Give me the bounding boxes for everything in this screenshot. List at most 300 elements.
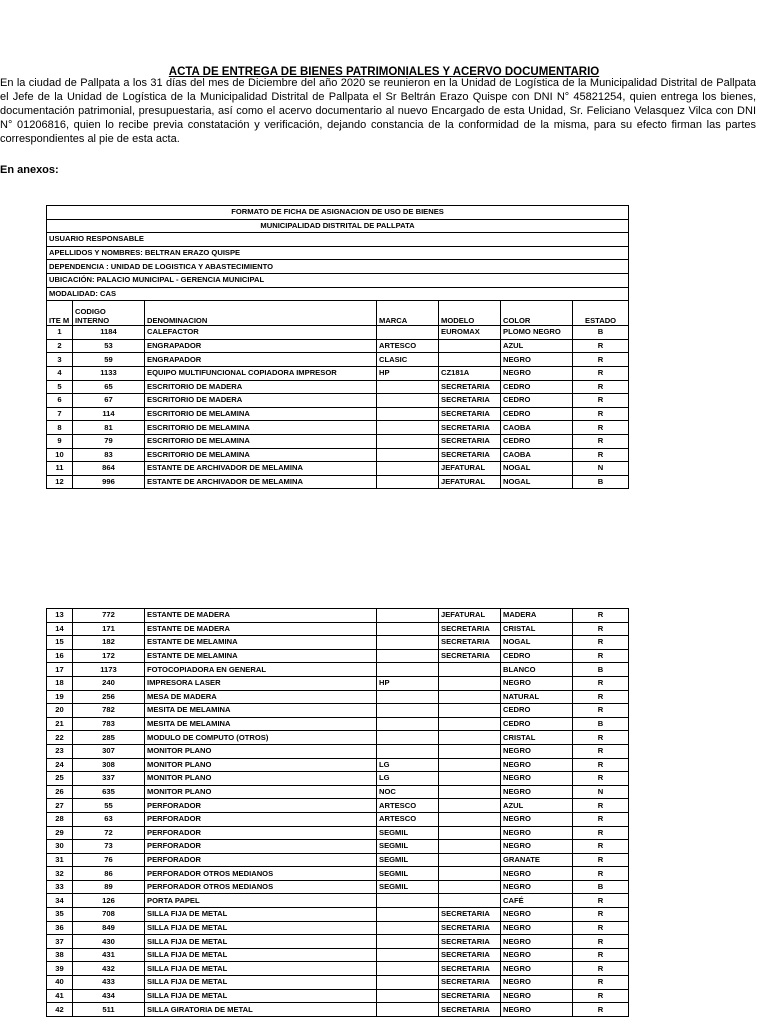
cell-color: NEGRO [501,921,573,935]
cell-code: 772 [73,609,145,623]
cell-code: 53 [73,339,145,353]
cell-code: 59 [73,353,145,367]
cell-color: CRISTAL [501,622,573,636]
cell-color: NEGRO [501,989,573,1003]
cell-item: 8 [47,421,73,435]
cell-name: PERFORADOR [145,826,377,840]
cell-state: R [573,622,629,636]
form-modality: MODALIDAD: CAS [47,287,629,301]
table-row [47,853,629,867]
cell-name: ESCRITORIO DE MADERA [145,394,377,408]
cell-code: 171 [73,622,145,636]
cell-brand [377,717,439,731]
cell-item: 30 [47,840,73,854]
cell-brand [377,921,439,935]
cell-state: R [573,731,629,745]
header-brand: MARCA [377,301,439,326]
table-row [47,622,629,636]
cell-name: SILLA FIJA DE METAL [145,921,377,935]
cell-state: R [573,812,629,826]
cell-model [439,758,501,772]
cell-state: R [573,421,629,435]
form-title: FORMATO DE FICHA DE ASIGNACION DE USO DE BIENES [47,206,629,220]
cell-state: R [573,840,629,854]
cell-name: MONITOR PLANO [145,744,377,758]
cell-state: R [573,744,629,758]
cell-item: 4 [47,366,73,380]
cell-brand [377,744,439,758]
header-state: ESTADO [573,301,629,326]
cell-state: R [573,799,629,813]
cell-model: SECRETARIA [439,380,501,394]
cell-model [439,704,501,718]
cell-item: 24 [47,758,73,772]
cell-name: PERFORADOR OTROS MEDIANOS [145,867,377,881]
table-row [47,731,629,745]
cell-color: NEGRO [501,812,573,826]
cell-color: NEGRO [501,826,573,840]
cell-color: NEGRO [501,353,573,367]
cell-model [439,663,501,677]
cell-model [439,880,501,894]
cell-item: 19 [47,690,73,704]
cell-brand: SEGMIL [377,840,439,854]
cell-model: SECRETARIA [439,649,501,663]
cell-code: 432 [73,962,145,976]
cell-color: NEGRO [501,962,573,976]
cell-code: 240 [73,676,145,690]
cell-item: 7 [47,407,73,421]
cell-state: R [573,1003,629,1017]
cell-color: CEDRO [501,704,573,718]
cell-brand [377,976,439,990]
cell-model [439,731,501,745]
cell-brand: ARTESCO [377,799,439,813]
cell-state: R [573,380,629,394]
cell-name: ESTANTE DE MELAMINA [145,649,377,663]
cell-name: ESCRITORIO DE MELAMINA [145,421,377,435]
cell-item: 18 [47,676,73,690]
cell-brand [377,421,439,435]
cell-name: ESTANTE DE ARCHIVADOR DE MELAMINA [145,462,377,476]
cell-color: CAOBA [501,421,573,435]
cell-code: 126 [73,894,145,908]
cell-name: ENGRAPADOR [145,339,377,353]
cell-color: CEDRO [501,380,573,394]
table-row [47,407,629,421]
form-names: APELLIDOS Y NOMBRES: BELTRAN ERAZO QUISPE [47,246,629,260]
cell-code: 635 [73,785,145,799]
cell-color: CAFÉ [501,894,573,908]
cell-code: 308 [73,758,145,772]
cell-name: ESTANTE DE ARCHIVADOR DE MELAMINA [145,475,377,489]
table-row [47,1003,629,1017]
cell-model [439,772,501,786]
cell-code: 172 [73,649,145,663]
cell-name: MESITA DE MELAMINA [145,717,377,731]
cell-state: R [573,448,629,462]
cell-name: MONITOR PLANO [145,785,377,799]
cell-model: SECRETARIA [439,448,501,462]
cell-brand: SEGMIL [377,867,439,881]
cell-code: 285 [73,731,145,745]
header-model: MODELO [439,301,501,326]
table-row [47,989,629,1003]
cell-state: R [573,853,629,867]
cell-code: 849 [73,921,145,935]
cell-name: FOTOCOPIADORA EN GENERAL [145,663,377,677]
cell-brand [377,935,439,949]
header-color: COLOR [501,301,573,326]
cell-state: R [573,962,629,976]
cell-name: PERFORADOR [145,840,377,854]
cell-code: 1173 [73,663,145,677]
cell-model [439,744,501,758]
cell-item: 34 [47,894,73,908]
header-code: CODIGO INTERNO [73,301,145,326]
assets-table-page1 [46,205,629,489]
cell-code: 65 [73,380,145,394]
cell-item: 31 [47,853,73,867]
cell-name: ESTANTE DE MADERA [145,609,377,623]
cell-state: R [573,948,629,962]
table-row [47,894,629,908]
cell-color: AZUL [501,799,573,813]
cell-item: 27 [47,799,73,813]
annex-label: En anexos: [0,164,59,176]
header-name: DENOMINACION [145,301,377,326]
table-row [47,758,629,772]
cell-name: ESCRITORIO DE MADERA [145,380,377,394]
cell-state: R [573,353,629,367]
document-title: ACTA DE ENTREGA DE BIENES PATRIMONIALES Y ACERVO DOCUMENTARIO [168,66,600,78]
cell-state: R [573,636,629,650]
table-row [47,880,629,894]
cell-model: SECRETARIA [439,622,501,636]
cell-code: 337 [73,772,145,786]
cell-color: NEGRO [501,867,573,881]
cell-brand [377,462,439,476]
cell-code: 430 [73,935,145,949]
cell-model: SECRETARIA [439,935,501,949]
cell-color: NEGRO [501,366,573,380]
header-item: ITE M [47,301,73,326]
cell-name: PERFORADOR [145,799,377,813]
cell-color: CRISTAL [501,731,573,745]
cell-model [439,690,501,704]
cell-item: 35 [47,908,73,922]
cell-brand [377,1003,439,1017]
cell-code: 307 [73,744,145,758]
cell-brand: SEGMIL [377,880,439,894]
table-row [47,326,629,340]
cell-name: CALEFACTOR [145,326,377,340]
cell-model: SECRETARIA [439,948,501,962]
cell-state: R [573,894,629,908]
cell-code: 67 [73,394,145,408]
cell-name: MONITOR PLANO [145,772,377,786]
cell-color: NOGAL [501,462,573,476]
cell-brand: CLASIC [377,353,439,367]
cell-state: R [573,434,629,448]
cell-name: SILLA FIJA DE METAL [145,962,377,976]
cell-name: ESCRITORIO DE MELAMINA [145,407,377,421]
cell-state: B [573,475,629,489]
table-row [47,840,629,854]
cell-item: 39 [47,962,73,976]
table-row [47,609,629,623]
cell-code: 182 [73,636,145,650]
cell-state: R [573,758,629,772]
table-row [47,690,629,704]
cell-code: 433 [73,976,145,990]
cell-item: 36 [47,921,73,935]
cell-code: 434 [73,989,145,1003]
cell-code: 114 [73,407,145,421]
cell-model [439,785,501,799]
cell-item: 6 [47,394,73,408]
cell-model [439,867,501,881]
cell-code: 1133 [73,366,145,380]
cell-model: JEFATURAL [439,462,501,476]
table-row [47,785,629,799]
cell-name: MODULO DE COMPUTO (OTROS) [145,731,377,745]
table-row [47,962,629,976]
cell-item: 40 [47,976,73,990]
cell-brand [377,989,439,1003]
cell-model: SECRETARIA [439,989,501,1003]
table-row [47,826,629,840]
cell-name: SILLA FIJA DE METAL [145,976,377,990]
assets-table-page2 [46,608,629,1017]
cell-color: NEGRO [501,758,573,772]
cell-code: 83 [73,448,145,462]
cell-code: 1184 [73,326,145,340]
cell-color: MADERA [501,609,573,623]
cell-color: CEDRO [501,407,573,421]
cell-model: SECRETARIA [439,921,501,935]
table-row [47,366,629,380]
cell-item: 41 [47,989,73,1003]
cell-code: 81 [73,421,145,435]
cell-brand: HP [377,366,439,380]
form-location: UBICACIÓN: PALACIO MUNICIPAL - GERENCIA MUNICIPAL [47,273,629,287]
cell-code: 708 [73,908,145,922]
cell-model [439,676,501,690]
cell-model: SECRETARIA [439,976,501,990]
cell-brand [377,448,439,462]
cell-state: R [573,649,629,663]
cell-color: NEGRO [501,744,573,758]
table-row [47,663,629,677]
cell-code: 72 [73,826,145,840]
table-row [47,812,629,826]
cell-model [439,339,501,353]
cell-model: SECRETARIA [439,434,501,448]
cell-state: R [573,609,629,623]
cell-color: NEGRO [501,976,573,990]
cell-color: CAOBA [501,448,573,462]
cell-code: 86 [73,867,145,881]
cell-state: B [573,880,629,894]
table-row [47,649,629,663]
cell-name: PORTA PAPEL [145,894,377,908]
cell-brand [377,380,439,394]
cell-model: CZ181A [439,366,501,380]
cell-brand [377,948,439,962]
cell-name: ENGRAPADOR [145,353,377,367]
cell-color: NEGRO [501,935,573,949]
table-row [47,717,629,731]
cell-model: EUROMAX [439,326,501,340]
cell-model [439,826,501,840]
cell-code: 63 [73,812,145,826]
table-row [47,475,629,489]
cell-name: PERFORADOR [145,812,377,826]
table-row [47,799,629,813]
table-header-row [47,301,629,326]
cell-color: NOGAL [501,636,573,650]
cell-brand [377,731,439,745]
table-row [47,434,629,448]
cell-brand [377,663,439,677]
cell-name: MESA DE MADERA [145,690,377,704]
cell-color: NEGRO [501,785,573,799]
cell-brand: LG [377,758,439,772]
cell-color: NEGRO [501,676,573,690]
cell-state: R [573,704,629,718]
cell-item: 42 [47,1003,73,1017]
cell-model [439,812,501,826]
cell-brand: ARTESCO [377,339,439,353]
cell-item: 20 [47,704,73,718]
cell-state: R [573,989,629,1003]
cell-model [439,353,501,367]
cell-item: 17 [47,663,73,677]
cell-code: 73 [73,840,145,854]
cell-code: 783 [73,717,145,731]
table-row [47,744,629,758]
cell-state: R [573,976,629,990]
cell-color: AZUL [501,339,573,353]
table-row [47,935,629,949]
cell-state: R [573,407,629,421]
cell-color: GRANATE [501,853,573,867]
cell-brand [377,636,439,650]
cell-model: SECRETARIA [439,1003,501,1017]
cell-code: 55 [73,799,145,813]
table-row [47,394,629,408]
cell-name: IMPRESORA LASER [145,676,377,690]
cell-name: EQUIPO MULTIFUNCIONAL COPIADORA IMPRESOR [145,366,377,380]
cell-item: 2 [47,339,73,353]
cell-name: SILLA FIJA DE METAL [145,935,377,949]
cell-brand [377,908,439,922]
table-row [47,339,629,353]
cell-state: R [573,908,629,922]
cell-color: NATURAL [501,690,573,704]
cell-item: 13 [47,609,73,623]
cell-item: 22 [47,731,73,745]
cell-state: R [573,676,629,690]
cell-brand [377,894,439,908]
cell-name: ESCRITORIO DE MELAMINA [145,434,377,448]
cell-state: B [573,663,629,677]
cell-state: R [573,867,629,881]
cell-code: 431 [73,948,145,962]
cell-name: ESCRITORIO DE MELAMINA [145,448,377,462]
table-row [47,636,629,650]
cell-state: B [573,717,629,731]
cell-model: SECRETARIA [439,407,501,421]
cell-item: 32 [47,867,73,881]
cell-color: BLANCO [501,663,573,677]
cell-color: CEDRO [501,717,573,731]
cell-brand [377,649,439,663]
cell-item: 1 [47,326,73,340]
cell-state: R [573,366,629,380]
cell-state: N [573,462,629,476]
cell-item: 5 [47,380,73,394]
cell-brand [377,475,439,489]
cell-code: 76 [73,853,145,867]
cell-state: R [573,935,629,949]
table-row [47,948,629,962]
cell-code: 864 [73,462,145,476]
cell-brand: SEGMIL [377,853,439,867]
cell-state: N [573,785,629,799]
cell-state: R [573,921,629,935]
cell-model: JEFATURAL [439,475,501,489]
cell-brand [377,609,439,623]
cell-model: SECRETARIA [439,908,501,922]
cell-item: 12 [47,475,73,489]
table-row [47,448,629,462]
table-row [47,921,629,935]
cell-item: 38 [47,948,73,962]
cell-code: 996 [73,475,145,489]
cell-brand [377,407,439,421]
cell-state: R [573,826,629,840]
cell-item: 25 [47,772,73,786]
cell-brand: ARTESCO [377,812,439,826]
cell-model: SECRETARIA [439,962,501,976]
cell-item: 23 [47,744,73,758]
cell-model: JEFATURAL [439,609,501,623]
cell-brand [377,690,439,704]
cell-item: 29 [47,826,73,840]
cell-color: NOGAL [501,475,573,489]
cell-model [439,894,501,908]
cell-name: PERFORADOR OTROS MEDIANOS [145,880,377,894]
cell-item: 28 [47,812,73,826]
cell-name: SILLA GIRATORIA DE METAL [145,1003,377,1017]
cell-item: 21 [47,717,73,731]
cell-code: 511 [73,1003,145,1017]
cell-color: NEGRO [501,772,573,786]
cell-code: 256 [73,690,145,704]
form-dependency: DEPENDENCIA : UNIDAD DE LOGISTICA Y ABASTECIMIENTO [47,260,629,274]
cell-model [439,717,501,731]
cell-color: CEDRO [501,394,573,408]
cell-item: 33 [47,880,73,894]
intro-paragraph: En la ciudad de Pallpata a los 31 días del mes de Diciembre del año 2020 se reunieron en la Unidad de Logística de la Municipalidad Distrital de Pallpata el Jefe de la Unidad de Logística de la Municipalidad Distrital de Pallpata el Sr Beltrán Erazo Quispe con DNI N° 45821254, quien entrega los bienes, documentación patrimonial, presupuestaria, así como el acervo documentario al nuevo Encargado de esta Unidad, Sr. Feliciano Velasquez Vilca con DNI N° 01206816, quien lo recibe previa constatación y verificación, dejando constancia de la conformidad de la misma, para su efecto firman las partes correspondientes al pie de esta acta. [0,77,756,145]
cell-state: B [573,326,629,340]
cell-item: 14 [47,622,73,636]
cell-color: NEGRO [501,880,573,894]
cell-name: ESTANTE DE MADERA [145,622,377,636]
table-row [47,380,629,394]
